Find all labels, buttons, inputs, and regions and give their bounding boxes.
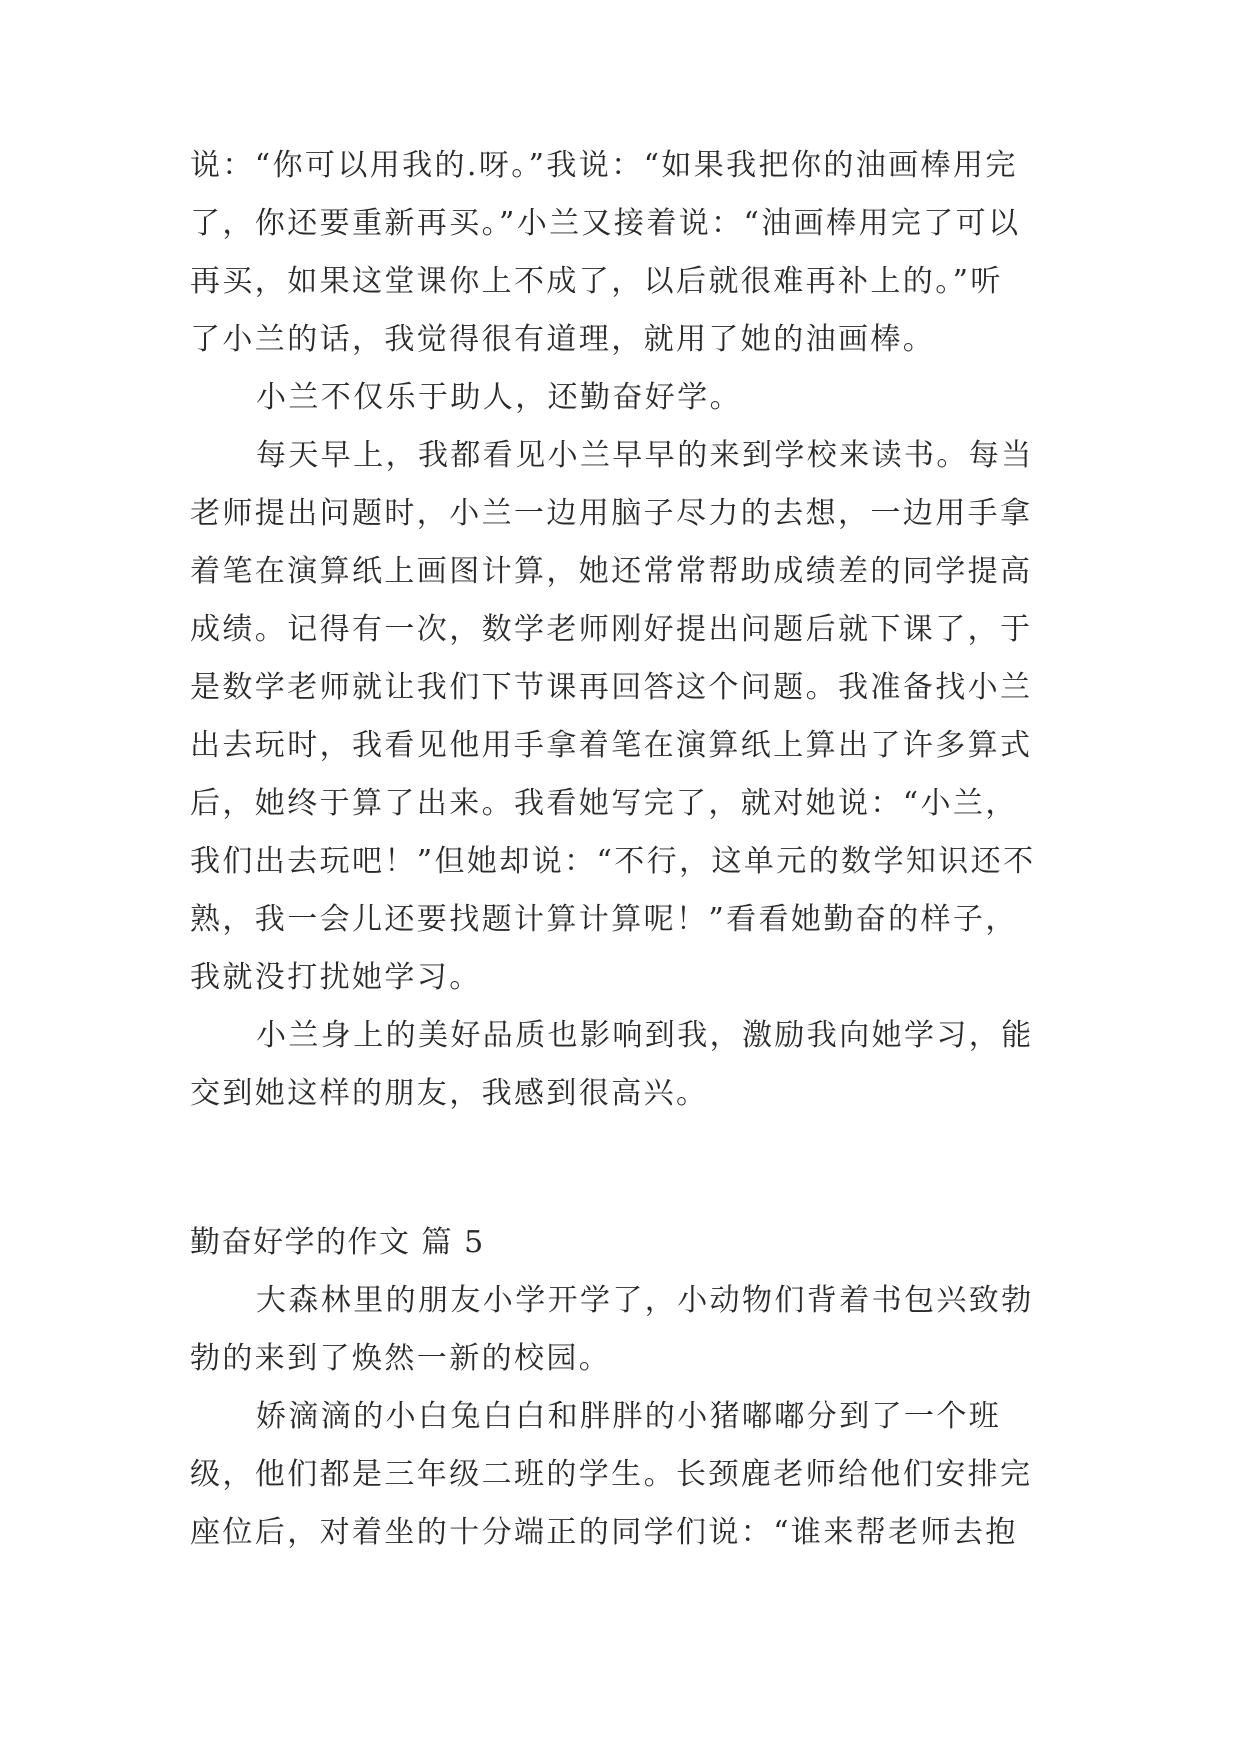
text-line: 着笔在演算纸上画图计算，她还常常帮助成绩差的同学提高 — [190, 554, 1033, 589]
text-line: 熟，我一会儿还要找题计算计算呢！”看看她勤奋的样子， — [190, 902, 1018, 937]
paragraph-rabbit-pig — [190, 1388, 1052, 1562]
paragraph-conclusion — [190, 1007, 1052, 1123]
text-line: 我们出去玩吧！”但她却说：“不行，这单元的数学知识还不 — [190, 844, 1036, 879]
paragraph-continuation — [190, 137, 1052, 369]
paragraph-forest-school — [190, 1272, 1052, 1388]
text-line: 说：“你可以用我的.呀。”我说：“如果我把你的油画棒用完 — [190, 148, 1018, 183]
text-line: 勃的来到了焕然一新的校园。 — [190, 1341, 612, 1376]
text-line: 后，她终于算了出来。我看她写完了，就对她说：“小兰， — [190, 786, 1018, 821]
text-line: 大森林里的朋友小学开学了，小动物们背着书包兴致勃 — [256, 1283, 1034, 1318]
text-line: 出去玩时，我看见他用手拿着笔在演算纸上算出了许多算式 — [190, 728, 1033, 763]
text-line: 交到她这样的朋友，我感到很高兴。 — [190, 1076, 709, 1111]
text-line: 成绩。记得有一次，数学老师刚好提出问题后就下课了，于 — [190, 612, 1033, 647]
text-line: 是数学老师就让我们下节课再回答这个问题。我准备找小兰 — [190, 670, 1033, 705]
text-line: 小兰身上的美好品质也影响到我，激励我向她学习，能 — [256, 1018, 1034, 1053]
text-line: 级，他们都是三年级二班的学生。长颈鹿老师给他们安排完 — [190, 1457, 1033, 1492]
paragraph-every-morning — [190, 427, 1052, 1007]
paragraph-diligent-intro — [190, 369, 1052, 427]
text-line: 了小兰的话，我觉得很有道理，就用了她的油画棒。 — [190, 322, 936, 357]
text-line: 了，你还要重新再买。”小兰又接着说：“油画棒用完了可以 — [190, 206, 1021, 241]
text-line: 老师提出问题时，小兰一边用脑子尽力的去想，一边用手拿 — [190, 496, 1033, 531]
text-line: 每天早上，我都看见小兰早早的来到学校来读书。每当 — [256, 438, 1034, 473]
section-heading: 勤奋好学的作文 篇 5 — [190, 1225, 485, 1260]
text-line: 娇滴滴的小白兔白白和胖胖的小猪嘟嘟分到了一个班 — [256, 1399, 1002, 1434]
text-line: 我就没打扰她学习。 — [190, 960, 482, 995]
text-line: 再买，如果这堂课你上不成了，以后就很难再补上的。”听 — [190, 264, 1003, 299]
text-line: 座位后，对着坐的十分端正的同学们说：“谁来帮老师去抱 — [190, 1515, 1018, 1550]
text-line: 小兰不仅乐于助人，还勤奋好学。 — [256, 380, 742, 415]
